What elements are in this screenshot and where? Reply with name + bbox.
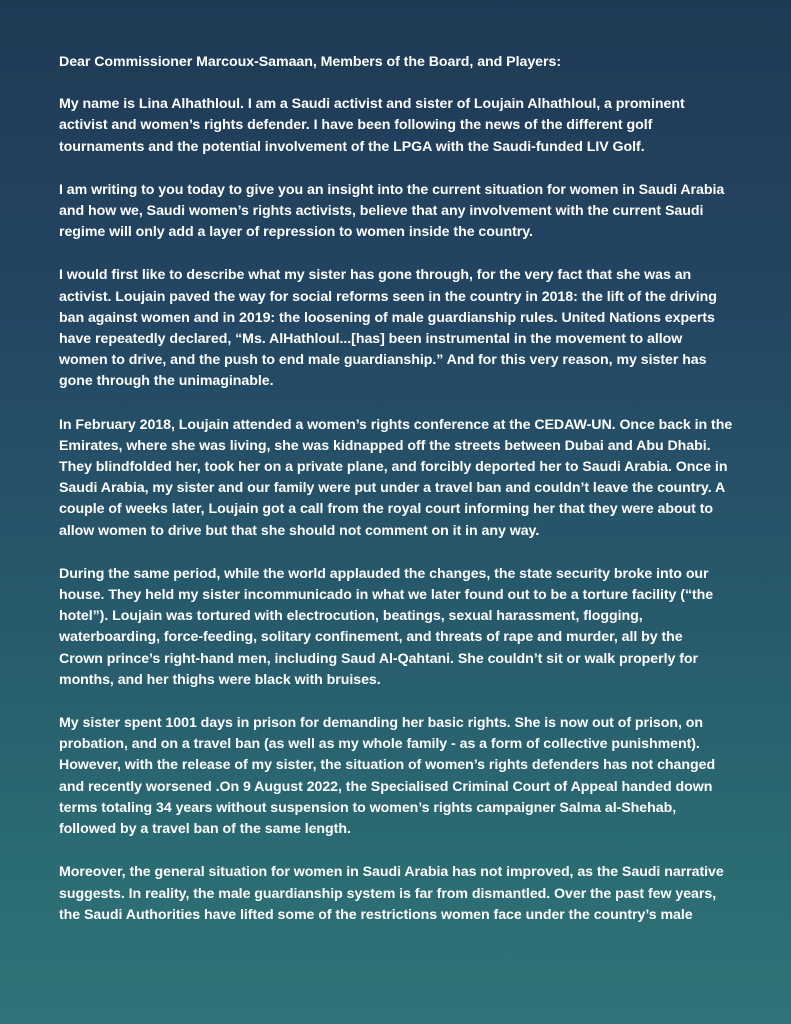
text-line: gone through the unimaginable. [59, 373, 274, 390]
text-line: and how we, Saudi women’s rights activists, believe that any involvement with the current Saudi [59, 203, 704, 220]
letter-body [59, 52, 761, 926]
letter-paragraph-5 [59, 564, 761, 691]
text-line: My sister spent 1001 days in prison for demanding her basic rights. She is now out of prison, on [59, 715, 704, 732]
text-line: ban against women and in 2019: the loosening of male guardianship rules. United Nations experts [59, 309, 715, 326]
text-line: and recently worsened .On 9 August 2022, the Specialised Criminal Court of Appeal handed down [59, 778, 713, 795]
text-line: couple of weeks later, Loujain got a call from the royal court informing her that they were about to [59, 501, 714, 518]
text-line: I am writing to you today to give you an insight into the current situation for women in Saudi Arabia [59, 181, 725, 198]
text-line: They blindfolded her, took her on a private plane, and forcibly deported her to Saudi Arabia. Once in [59, 459, 728, 476]
text-line: Emirates, where she was living, she was kidnapped off the streets between Dubai and Abu Dhabi. [59, 437, 711, 454]
text-line: terms totaling 34 years without suspension to women’s rights campaigner Salma al-Shehab, [59, 799, 677, 816]
text-line: house. They held my sister incommunicado in what we later found out to be a torture facility (“the [59, 587, 714, 604]
text-line: allow women to drive but that she should not comment on it in any way. [59, 522, 540, 539]
text-line: months, and her thighs were black with bruises. [59, 671, 381, 688]
text-line: women to drive, and the push to end male guardianship.” And for this very reason, my sister has [59, 352, 707, 369]
letter-paragraph-4 [59, 415, 761, 542]
letter-paragraph-2 [59, 180, 761, 244]
text-line: Moreover, the general situation for women in Saudi Arabia has not improved, as the Saudi narrative [59, 864, 724, 881]
text-line: the Saudi Authorities have lifted some of the restrictions women face under the country’s male [59, 906, 693, 923]
text-line: probation, and on a travel ban (as well as my whole family - as a form of collective punishment). [59, 736, 700, 753]
text-line: followed by a travel ban of the same length. [59, 821, 351, 838]
text-line: suggests. In reality, the male guardianship system is far from dismantled. Over the past few years, [59, 885, 717, 902]
letter-paragraph-7 [59, 862, 761, 926]
text-line: regime will only add a layer of repression to women inside the country. [59, 224, 533, 241]
letter-paragraph-6 [59, 713, 761, 840]
text-line: However, with the release of my sister, the situation of women’s rights defenders has not changed [59, 757, 716, 774]
text-line: activist. Loujain paved the way for social reforms seen in the country in 2018: the lift of the driving [59, 288, 717, 305]
text-line: activist and women’s rights defender. I have been following the news of the different golf [59, 117, 653, 134]
text-line: In February 2018, Loujain attended a women’s rights conference at the CEDAW-UN. Once back in the [59, 416, 733, 433]
text-line: During the same period, while the world applauded the changes, the state security broke into our [59, 565, 709, 582]
letter-paragraph-1 [59, 94, 761, 158]
text-line: waterboarding, force-feeding, solitary confinement, and threats of rape and murder, all by the [59, 629, 683, 646]
text-line: Saudi Arabia, my sister and our family were put under a travel ban and couldn’t leave the country. A [59, 480, 726, 497]
text-line: My name is Lina Alhathloul. I am a Saudi activist and sister of Loujain Alhathloul, a prominent [59, 96, 685, 113]
text-line: hotel”). Loujain was tortured with electrocution, beatings, sexual harassment, flogging, [59, 608, 643, 625]
letter-salutation: Dear Commissioner Marcoux-Samaan, Members of the Board, and Players: [59, 54, 561, 70]
text-line: tournaments and the potential involvement of the LPGA with the Saudi-funded LIV Golf. [59, 138, 645, 155]
text-line: have repeatedly declared, “Ms. AlHathloul...[has] been instrumental in the movement to allow [59, 331, 683, 348]
text-line: I would first like to describe what my sister has gone through, for the very fact that she was an [59, 267, 692, 284]
text-line: Crown prince’s right-hand men, including Saud Al-Qahtani. She couldn’t sit or walk properly for [59, 650, 698, 667]
letter-paragraph-3 [59, 265, 761, 392]
